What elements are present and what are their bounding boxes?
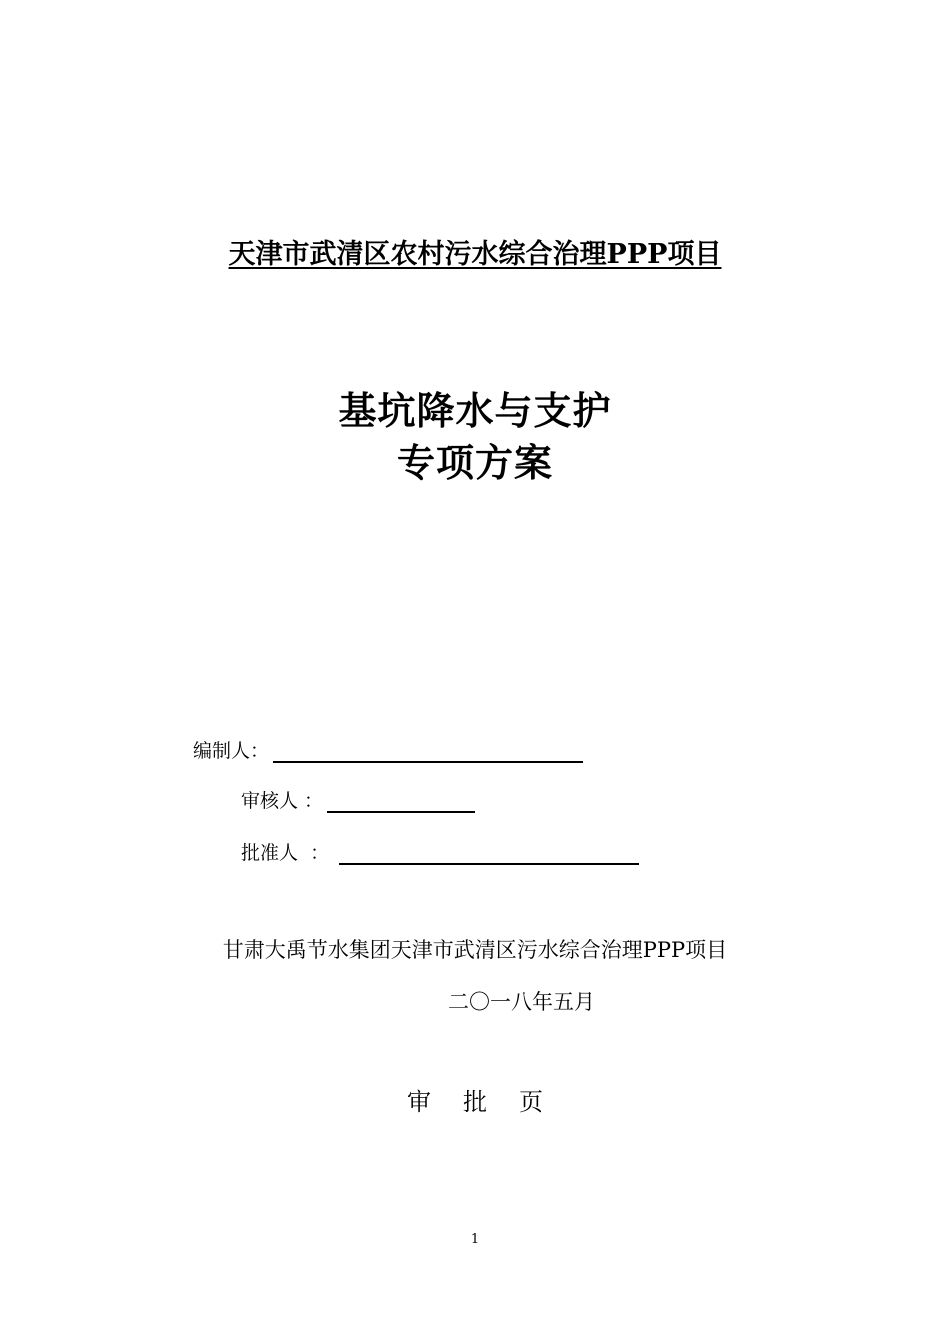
approver-label: 批准人 ： — [241, 842, 330, 864]
reviewer-signature-line — [327, 791, 475, 813]
page-number: 1 — [470, 1232, 480, 1247]
compiler-row — [193, 736, 583, 763]
compiler-signature-line — [273, 741, 583, 763]
reviewer-label: 审核人 ： — [241, 790, 324, 812]
reviewer-row — [241, 786, 475, 813]
approver-signature-line — [339, 843, 639, 865]
document-title-line1: 基坑降水与支护 — [338, 388, 612, 433]
project-title-text: 天津市武清区农村污水综合治理PPP项目 — [228, 239, 722, 270]
organization: 甘肃大禹节水集团天津市武清区污水综合治理PPP项目 — [222, 938, 728, 962]
document-date: 二〇一八年五月 — [448, 990, 595, 1014]
document-title-line2: 专项方案 — [396, 440, 553, 485]
compiler-label: 编制人： — [193, 740, 270, 762]
approver-row — [241, 838, 639, 865]
approval-page-heading: 审批页 — [407, 1088, 575, 1116]
project-title — [0, 232, 950, 271]
